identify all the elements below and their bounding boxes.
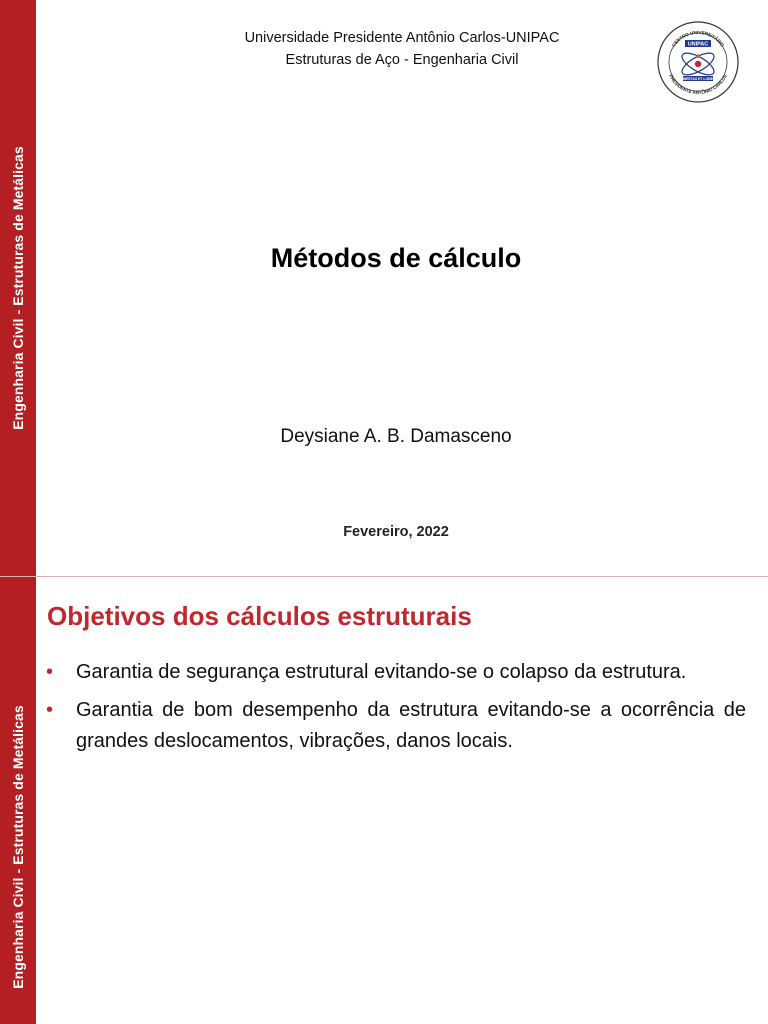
presentation-title: Métodos de cálculo: [270, 243, 522, 273]
presentation-date: Fevereiro, 2022: [343, 524, 449, 540]
slide-title: Objetivos dos cálculos estruturais: [47, 601, 472, 631]
author-name: Deysiane A. B. Damasceno: [280, 426, 512, 447]
side-label: Engenharia Civil - Estruturas de Metálicas: [10, 146, 26, 430]
seal-motto: LIBERTAS ET LUMEN: [680, 76, 716, 81]
list-item: [46, 657, 746, 688]
bullet-text: Garantia de segurança estrutural evitando-se o colapso da estrutura.: [76, 661, 687, 683]
objectives-slide: [0, 576, 768, 1024]
bullet-icon: •: [46, 699, 54, 721]
bullet-list: [46, 657, 746, 764]
seal-bottom-text: PRESIDENTE ANTÔNIO CARLOS: [668, 73, 728, 96]
unipac-seal-logo: [656, 20, 740, 104]
side-band: [0, 577, 36, 1024]
side-band: [0, 0, 36, 576]
university-name: Universidade Presidente Antônio Carlos-UNIPAC: [244, 30, 560, 46]
bullet-text: Garantia de bom desempenho da estrutura evitando-se a ocorrência de grandes deslocamentos, vibrações, danos locais.: [76, 699, 746, 752]
seal-mid-text: UNIPAC: [687, 41, 709, 48]
bullet-icon: •: [46, 661, 54, 683]
list-item: [46, 695, 746, 757]
course-name: Estruturas de Aço - Engenharia Civil: [285, 52, 519, 68]
side-label: Engenharia Civil - Estruturas de Metálicas: [10, 705, 26, 989]
seal-top-text: CENTRO UNIVERSITÁRIO: [670, 29, 726, 48]
